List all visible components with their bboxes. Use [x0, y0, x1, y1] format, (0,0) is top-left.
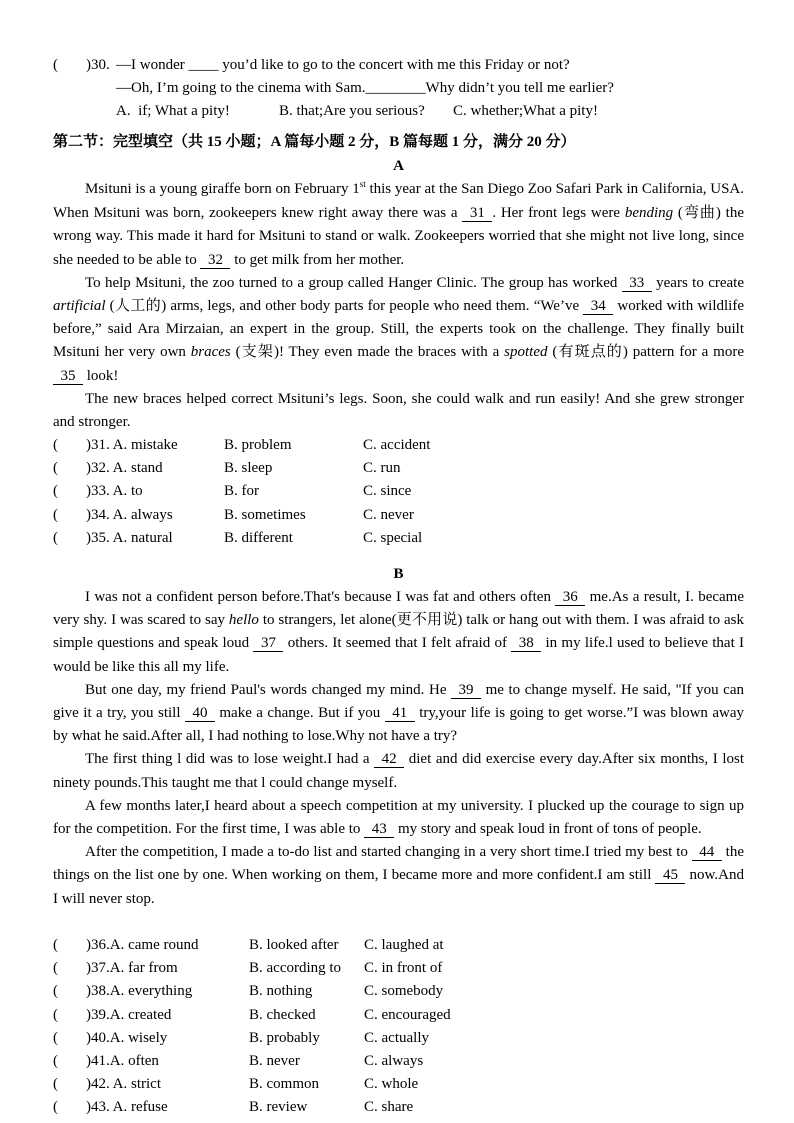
- paragraph: [53, 388, 744, 434]
- option-c: C. share: [364, 1099, 414, 1116]
- italic-term: spotted: [504, 344, 548, 361]
- paragraph-text: diet and did exercise every day.After six months, I lost ninety pounds.This taught me that l could change myself.: [53, 751, 744, 791]
- question-number-and-option-a: [86, 1004, 171, 1027]
- question-row: [53, 434, 744, 457]
- paragraph-text: now.And I will never stop.: [53, 867, 745, 907]
- option-c: C. laughed at: [364, 937, 444, 953]
- superscript: st: [359, 179, 366, 189]
- option-b: B. sometimes: [224, 506, 306, 523]
- option-a: A. stand: [112, 460, 163, 477]
- passage-b: [53, 586, 744, 911]
- question-number: )40.: [86, 1029, 110, 1046]
- question-30-stem: [53, 54, 744, 77]
- question-number: )38.: [86, 983, 110, 1000]
- question-number: )32.: [86, 460, 113, 477]
- answer-blank: 42: [374, 751, 404, 768]
- answer-blank: 45: [655, 867, 685, 884]
- question-number-and-option-a: [86, 1073, 161, 1096]
- option-a: A. refuse: [112, 1099, 168, 1116]
- answer-blank: 40: [185, 705, 215, 722]
- passage-a-questions: [53, 434, 744, 550]
- question-number: )34.: [86, 506, 113, 523]
- question-row: [53, 1004, 744, 1027]
- option-c: C. accident: [363, 437, 431, 453]
- option-c: C. whether;What a pity!: [453, 103, 598, 120]
- answer-bracket: (: [53, 529, 58, 546]
- answer-bracket: (: [53, 1076, 58, 1093]
- answer-bracket: (: [53, 983, 58, 1000]
- answer-bracket: (: [53, 960, 58, 977]
- question-number: )31.: [86, 437, 113, 453]
- answer-blank: 36: [555, 589, 585, 606]
- question-number: )36.: [86, 937, 110, 953]
- paragraph-text: (支架)! They even made the braces with a: [230, 344, 505, 361]
- passage-a: [53, 178, 744, 434]
- paragraph-text: try,your life is going to get worse.”I was blown away by what he said.After all, I had nothing to lose.Why not have a try?: [53, 705, 745, 745]
- question-number: )39.: [86, 1006, 110, 1023]
- paragraph: [53, 748, 744, 794]
- question-number: )41.: [86, 1052, 110, 1069]
- question-number: )43.: [86, 1099, 113, 1116]
- answer-blank: 33: [622, 275, 652, 292]
- option-b: B. for: [224, 483, 259, 500]
- answer-blank: 41: [385, 705, 415, 722]
- question-number-and-option-a: [86, 957, 178, 980]
- option-a: A. came round: [109, 937, 199, 953]
- question-row: [53, 957, 744, 980]
- option-b: B. that;Are you serious?: [279, 103, 425, 120]
- paragraph: [53, 795, 744, 841]
- answer-bracket: (: [53, 1029, 58, 1046]
- paragraph-text: make a change. But if you: [214, 705, 385, 722]
- answer-blank: 39: [451, 682, 481, 699]
- paragraph: [53, 272, 744, 388]
- option-b: B. common: [249, 1076, 319, 1093]
- paragraph-text: me.As a result, I. became very shy. I was scared to say: [53, 589, 744, 629]
- option-b: B. problem: [224, 437, 292, 453]
- question-30-options: [53, 100, 744, 123]
- paragraph-text: worked with wildlife before,” said Ara Mirzaian, an expert in the group. Still, the experts took on the challenge. They finally built Msituni her very own: [53, 298, 744, 361]
- question-number-and-option-a: [86, 504, 173, 527]
- question-30: [53, 54, 744, 124]
- passage-a-label: A: [393, 158, 404, 174]
- option-a: A. always: [112, 506, 173, 523]
- answer-blank: 34: [583, 298, 613, 315]
- paragraph-text: others. It seemed that I felt afraid of: [283, 635, 512, 652]
- option-c: C. run: [363, 460, 401, 477]
- question-row: [53, 1096, 744, 1119]
- question-30-line-1: —I wonder ____ you’d like to go to the concert with me this Friday or not?: [116, 57, 570, 73]
- option-b: B. never: [249, 1052, 300, 1069]
- question-row: [53, 980, 744, 1003]
- option-a: A. to: [112, 483, 143, 500]
- question-number-and-option-a: [86, 480, 143, 503]
- option-c: C. somebody: [364, 983, 444, 1000]
- italic-term: bending: [624, 205, 674, 222]
- question-number: )35.: [86, 529, 113, 546]
- question-number: )33.: [86, 483, 113, 500]
- paragraph: [53, 679, 744, 749]
- paragraph-text: to strangers, let alone(更不用说) talk or hang out with them. I was afraid to ask simple questions and speak loud: [53, 612, 744, 652]
- question-number-and-option-a: [86, 1027, 167, 1050]
- passage-b-label: B: [393, 566, 404, 582]
- paragraph-text: The first thing l did was to lose weight.I had a: [85, 751, 375, 768]
- question-row: [53, 934, 744, 957]
- option-c: C. special: [363, 529, 423, 546]
- answer-blank: 44: [692, 844, 722, 861]
- option-a: A. wisely: [109, 1029, 168, 1046]
- option-b: B. sleep: [224, 460, 273, 477]
- option-b: B. different: [224, 529, 293, 546]
- paragraph-text: my story and speak loud in front of tons of people.: [394, 821, 702, 838]
- option-b: B. checked: [249, 1006, 316, 1023]
- option-a: A. often: [109, 1052, 159, 1069]
- option-b: B. review: [249, 1099, 308, 1116]
- answer-blank: 38: [511, 635, 541, 652]
- paragraph-text: look!: [83, 367, 119, 384]
- paragraph-text: to get milk from her mother.: [230, 251, 405, 268]
- answer-bracket: (: [53, 57, 58, 73]
- question-number-and-option-a: [86, 434, 178, 457]
- question-row: [53, 527, 744, 550]
- question-number-and-option-a: [86, 527, 173, 550]
- question-number: )37.: [86, 960, 110, 977]
- option-b: B. nothing: [249, 983, 313, 1000]
- paragraph-text: To help Msituni, the zoo turned to a group called Hanger Clinic. The group has worked: [85, 274, 622, 291]
- paragraph-text: The new braces helped correct Msituni’s legs. Soon, she could walk and run easily! And she grew stronger and stronger.: [53, 390, 744, 431]
- answer-blank: 43: [364, 821, 394, 838]
- option-a: A. created: [109, 1006, 172, 1023]
- italic-term: braces: [190, 344, 231, 361]
- answer-blank: 31: [462, 205, 492, 222]
- question-30-reply: [53, 77, 744, 100]
- answer-bracket: (: [53, 460, 58, 477]
- question-number-and-option-a: [86, 980, 192, 1003]
- answer-bracket: (: [53, 1099, 58, 1116]
- option-c: C. in front of: [364, 960, 443, 977]
- answer-blank: 37: [253, 635, 283, 652]
- option-a: A. everything: [109, 983, 193, 1000]
- option-b: B. probably: [249, 1029, 320, 1046]
- paragraph-text: But one day, my friend Paul's words changed my mind. He: [85, 681, 452, 698]
- paragraph-text: I was not a confident person before.That's because I was fat and others often: [85, 589, 556, 605]
- paragraph-text: in my life.l used to believe that I would be like this all my life.: [53, 635, 745, 675]
- paragraph-text: me to change myself. He said, "If you can give it a try, you still: [53, 681, 744, 722]
- question-number-and-option-a: [86, 1096, 168, 1119]
- section-header: 第二节：完型填空（共 15 小题；A 篇每小题 2 分，B 篇每题 1 分，满分 20 分）: [53, 134, 576, 150]
- answer-blank: 35: [53, 368, 83, 385]
- paragraph-text: years to create: [651, 274, 744, 291]
- paragraph-text: (弯曲) the wrong way. This made it hard for Msituni to stand or walk. Zookeepers worried that she might not live long, since she needed to be able to: [53, 205, 744, 268]
- question-row: [53, 457, 744, 480]
- question-number: )42.: [86, 1076, 113, 1093]
- option-c: C. actually: [364, 1029, 429, 1046]
- question-number: )30.: [86, 57, 110, 73]
- paragraph-text: After the competition, I made a to-do list and started changing in a very short time.I tried my best to: [85, 844, 692, 861]
- option-a: A. strict: [112, 1076, 161, 1093]
- paragraph: [53, 586, 744, 679]
- paragraph-text: Msituni is a young giraffe born on February 1: [85, 181, 360, 197]
- option-a: A. far from: [109, 960, 178, 977]
- option-a: A. mistake: [112, 437, 178, 453]
- option-c: C. since: [363, 483, 412, 500]
- question-30-line-2: —Oh, I’m going to the cinema with Sam.________Why didn’t you tell me earlier?: [116, 80, 614, 97]
- option-b: B. according to: [249, 960, 342, 977]
- answer-bracket: (: [53, 1006, 58, 1023]
- question-number-and-option-a: [86, 457, 163, 480]
- option-b: B. looked after: [249, 937, 339, 953]
- question-number-and-option-a: [86, 1050, 159, 1073]
- question-row: [53, 480, 744, 503]
- question-row: [53, 504, 744, 527]
- option-a: A. if; What a pity!: [116, 103, 230, 120]
- option-a: A. natural: [112, 529, 173, 546]
- answer-bracket: (: [53, 1052, 58, 1069]
- paragraph: [53, 178, 744, 272]
- paragraph-text: this year at the San Diego Zoo Safari Park in California, USA. When Msituni was born, zookeepers knew right away there was a: [53, 181, 744, 222]
- question-row: [53, 1050, 744, 1073]
- answer-bracket: (: [53, 437, 58, 453]
- answer-bracket: (: [53, 483, 58, 500]
- italic-term: artificial: [53, 298, 106, 315]
- paragraph-text: (有斑点的) pattern for a more: [547, 344, 744, 361]
- option-c: C. encouraged: [364, 1006, 451, 1023]
- question-row: [53, 1027, 744, 1050]
- paragraph-text: (人工的) arms, legs, and other body parts for people who need them. “We’ve: [105, 298, 584, 315]
- answer-blank: 32: [200, 252, 230, 269]
- option-c: C. whole: [364, 1076, 419, 1093]
- question-number-and-option-a: [86, 934, 198, 957]
- answer-bracket: (: [53, 937, 58, 953]
- question-row: [53, 1073, 744, 1096]
- answer-bracket: (: [53, 506, 58, 523]
- option-c: C. always: [364, 1052, 424, 1069]
- paragraph: [53, 841, 744, 911]
- paragraph-text: A few months later,I heard about a speech competition at my university. I plucked up the courage to sign up for the competition. For the first time, I was able to: [53, 797, 744, 838]
- italic-term: hello: [228, 612, 259, 629]
- passage-b-questions: [53, 934, 744, 1120]
- option-c: C. never: [363, 506, 414, 523]
- paragraph-text: the things on the list one by one. When working on them, I became more and more confident.I am still: [53, 844, 744, 884]
- paragraph-text: . Her front legs were: [492, 205, 625, 222]
